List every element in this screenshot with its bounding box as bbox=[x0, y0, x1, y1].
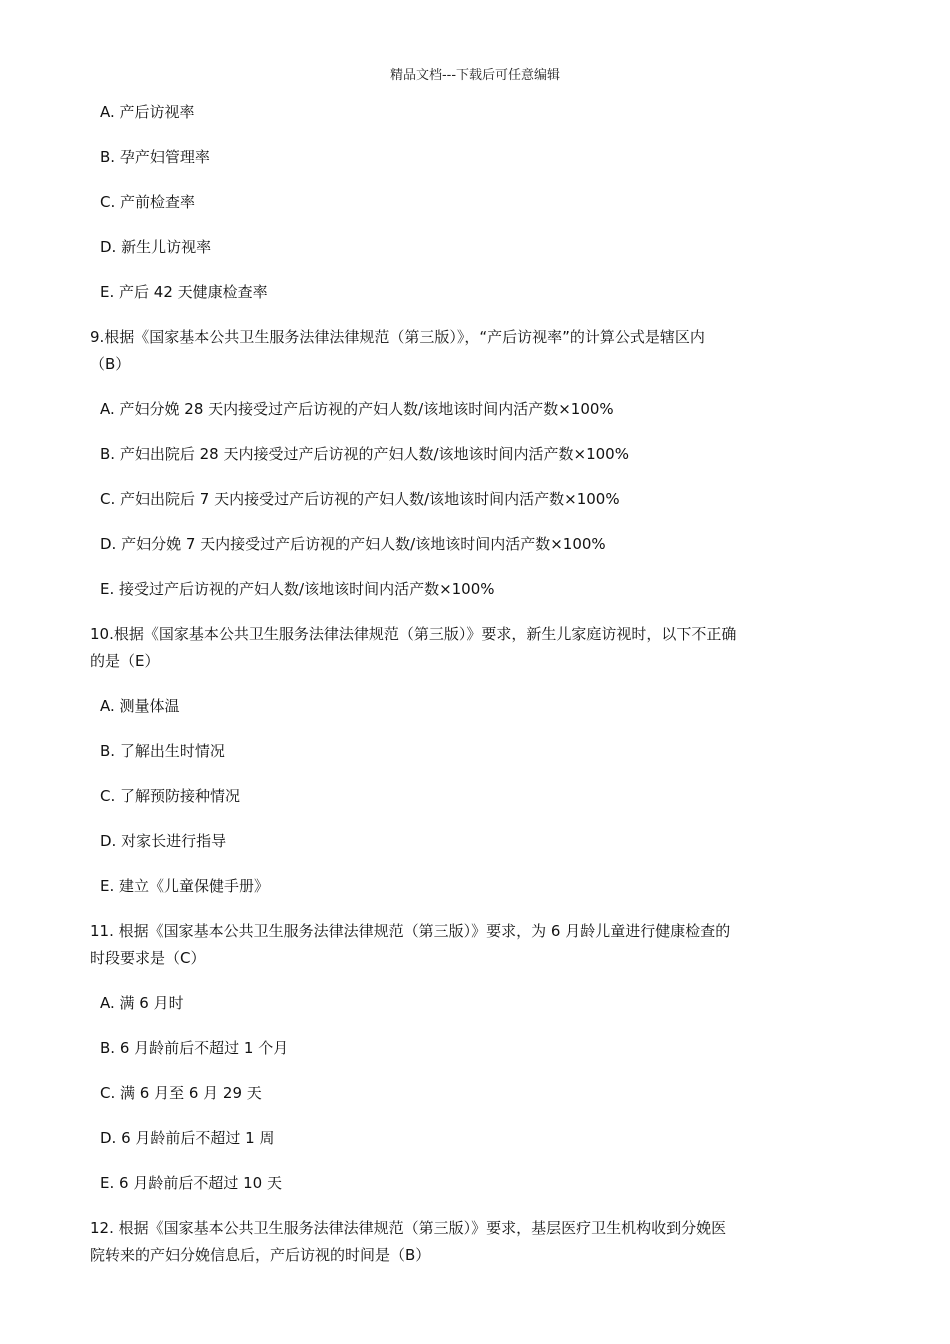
question-text: 院转来的产妇分娩信息后，产后访视的时间是（B） bbox=[90, 1246, 431, 1264]
question-9 bbox=[90, 324, 860, 603]
option-item: E. 6 月龄前后不超过 10 天 bbox=[100, 1174, 282, 1192]
option-item: D. 产妇分娩 7 天内接受过产后访视的产妇人数/该地该时间内活产数×100% bbox=[100, 535, 606, 553]
option-item: C. 产前检查率 bbox=[100, 193, 196, 211]
question-text: 9.根据《国家基本公共卫生服务法律法律规范（第三版）》，“产后访视率”的计算公式是辖区内 bbox=[90, 328, 705, 346]
question-text: 12. 根据《国家基本公共卫生服务法律法律规范（第三版）》要求，基层医疗卫生机构收到分娩医 bbox=[90, 1219, 727, 1237]
option-item: B. 孕产妇管理率 bbox=[100, 148, 210, 166]
option-list bbox=[90, 99, 860, 306]
question-text: 的是（E） bbox=[90, 652, 160, 670]
option-item: D. 6 月龄前后不超过 1 周 bbox=[100, 1129, 275, 1147]
question-text: 11. 根据《国家基本公共卫生服务法律法律规范（第三版）》要求，为 6 月龄儿童进行健康检查的 bbox=[90, 922, 731, 940]
option-item: B. 产妇出院后 28 天内接受过产后访视的产妇人数/该地该时间内活产数×100% bbox=[100, 445, 629, 463]
option-item: E. 建立《儿童保健手册》 bbox=[100, 877, 270, 895]
question-text: 10.根据《国家基本公共卫生服务法律法律规范（第三版）》要求，新生儿家庭访视时，以下不正确 bbox=[90, 625, 737, 643]
question-text: 时段要求是（C） bbox=[90, 949, 206, 967]
option-item: D. 对家长进行指导 bbox=[100, 832, 227, 850]
option-item: C. 产妇出院后 7 天内接受过产后访视的产妇人数/该地该时间内活产数×100% bbox=[100, 490, 620, 508]
question-12 bbox=[90, 1215, 860, 1269]
document-body bbox=[90, 99, 860, 1269]
option-item: C. 了解预防接种情况 bbox=[100, 787, 241, 805]
option-item: A. 满 6 月时 bbox=[100, 994, 184, 1012]
option-item: A. 测量体温 bbox=[100, 697, 180, 715]
page-header: 精品文档---下载后可任意编辑 bbox=[389, 68, 561, 83]
option-item: D. 新生儿访视率 bbox=[100, 238, 212, 256]
question-text: （B） bbox=[90, 355, 131, 373]
question-10 bbox=[90, 621, 860, 900]
option-item: E. 产后 42 天健康检查率 bbox=[100, 283, 268, 301]
question-11 bbox=[90, 918, 860, 1197]
option-item: E. 接受过产后访视的产妇人数/该地该时间内活产数×100% bbox=[100, 580, 495, 598]
option-item: A. 产后访视率 bbox=[100, 103, 195, 121]
option-item: A. 产妇分娩 28 天内接受过产后访视的产妇人数/该地该时间内活产数×100% bbox=[100, 400, 614, 418]
option-item: B. 6 月龄前后不超过 1 个月 bbox=[100, 1039, 289, 1057]
option-item: B. 了解出生时情况 bbox=[100, 742, 225, 760]
option-item: C. 满 6 月至 6 月 29 天 bbox=[100, 1084, 262, 1102]
